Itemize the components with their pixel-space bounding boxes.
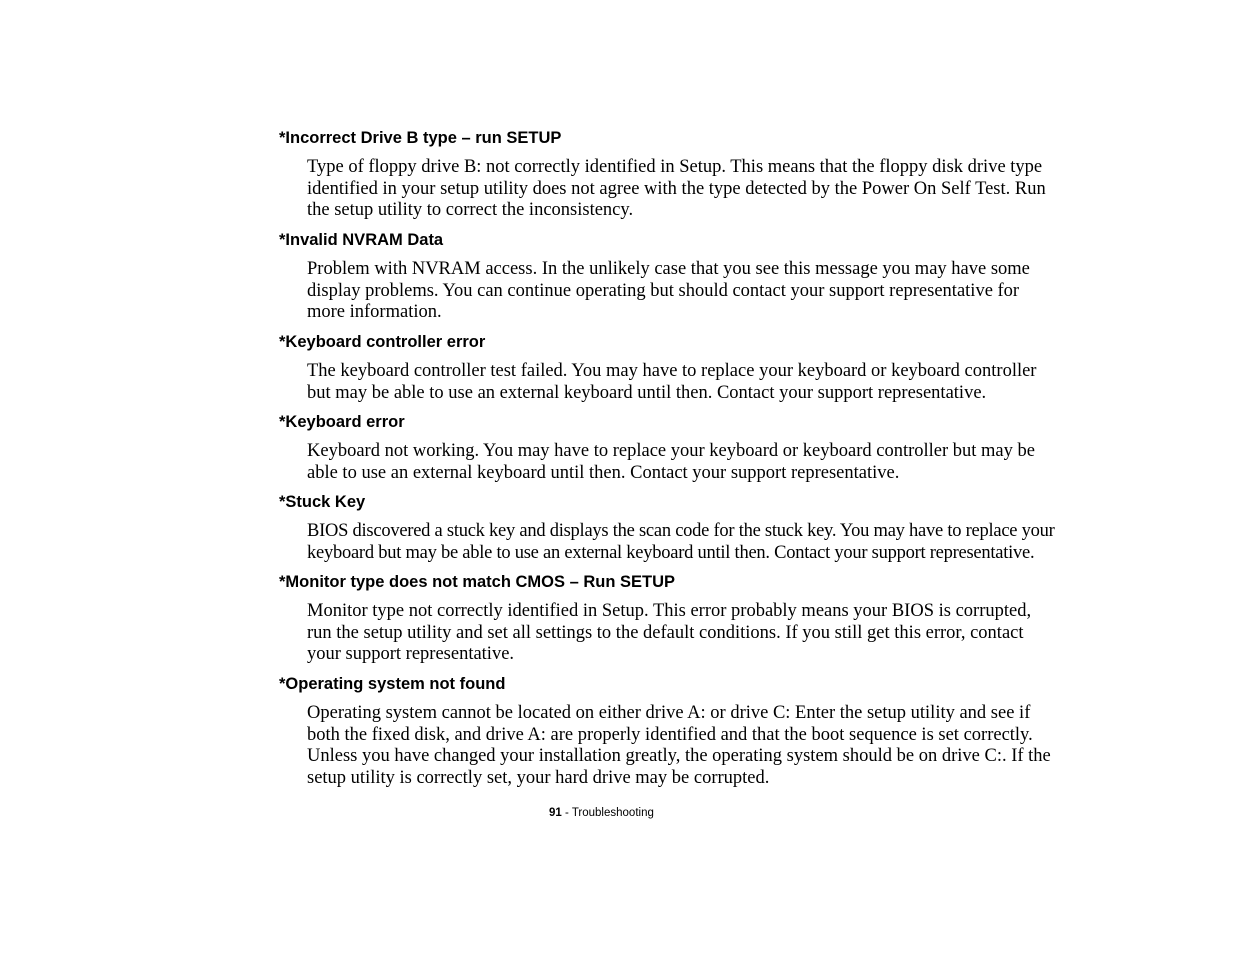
entry-operating-system-not-found (279, 674, 1069, 789)
entry-body: Type of floppy drive B: not correctly identified in Setup. This means that the floppy disk drive type identified in your setup utility does not agree with the type detected by the Power On Self Test. Run the setup utility to correct the inconsistency. (307, 157, 1046, 221)
entry-body: Problem with NVRAM access. In the unlikely case that you see this message you may have some display problems. You can continue operating but should contact your support representative for more information. (307, 259, 1030, 323)
entry-body: Keyboard not working. You may have to replace your keyboard or keyboard controller but may be able to use an external keyboard until then. Contact your support representative. (307, 441, 1035, 483)
entry-heading: *Monitor type does not match CMOS – Run SETUP (279, 573, 676, 591)
entry-heading: *Invalid NVRAM Data (279, 231, 444, 249)
entry-heading: *Operating system not found (279, 675, 506, 693)
entry-incorrect-drive-b (279, 128, 1069, 222)
section-title: Troubleshooting (571, 807, 654, 819)
page-footer (549, 806, 654, 820)
footer-separator: - (561, 807, 572, 819)
entry-body: Operating system cannot be located on either drive A: or drive C: Enter the setup utility and see if both the fixed disk, and drive A: are properly identified and that the boot sequence is set correctly. Unless you have changed your installation greatly, the operating system should be on drive C:. If the setup utility is correctly set, your hard drive may be corrupted. (307, 703, 1051, 788)
entry-heading: *Keyboard controller error (279, 333, 486, 351)
entry-invalid-nvram (279, 230, 1069, 324)
page-number: 91 (549, 807, 562, 819)
entry-stuck-key (279, 492, 1069, 564)
entry-keyboard-error (279, 412, 1069, 484)
entry-heading: *Stuck Key (279, 493, 366, 511)
entry-keyboard-controller-error (279, 332, 1069, 404)
entry-body: BIOS discovered a stuck key and displays the scan code for the stuck key. You may have to replace your keyboard but may be able to use an external keyboard until then. Contact your support representative. (307, 521, 1055, 563)
entry-heading: *Keyboard error (279, 413, 405, 431)
entry-body: Monitor type not correctly identified in Setup. This error probably means your BIOS is corrupted, run the setup utility and set all settings to the default conditions. If you still get this error, contact your support representative. (307, 601, 1032, 665)
entry-body: The keyboard controller test failed. You may have to replace your keyboard or keyboard controller but may be able to use an external keyboard until then. Contact your support representative. (307, 361, 1037, 403)
entry-heading: *Incorrect Drive B type – run SETUP (279, 129, 562, 147)
entry-monitor-type (279, 572, 1069, 666)
